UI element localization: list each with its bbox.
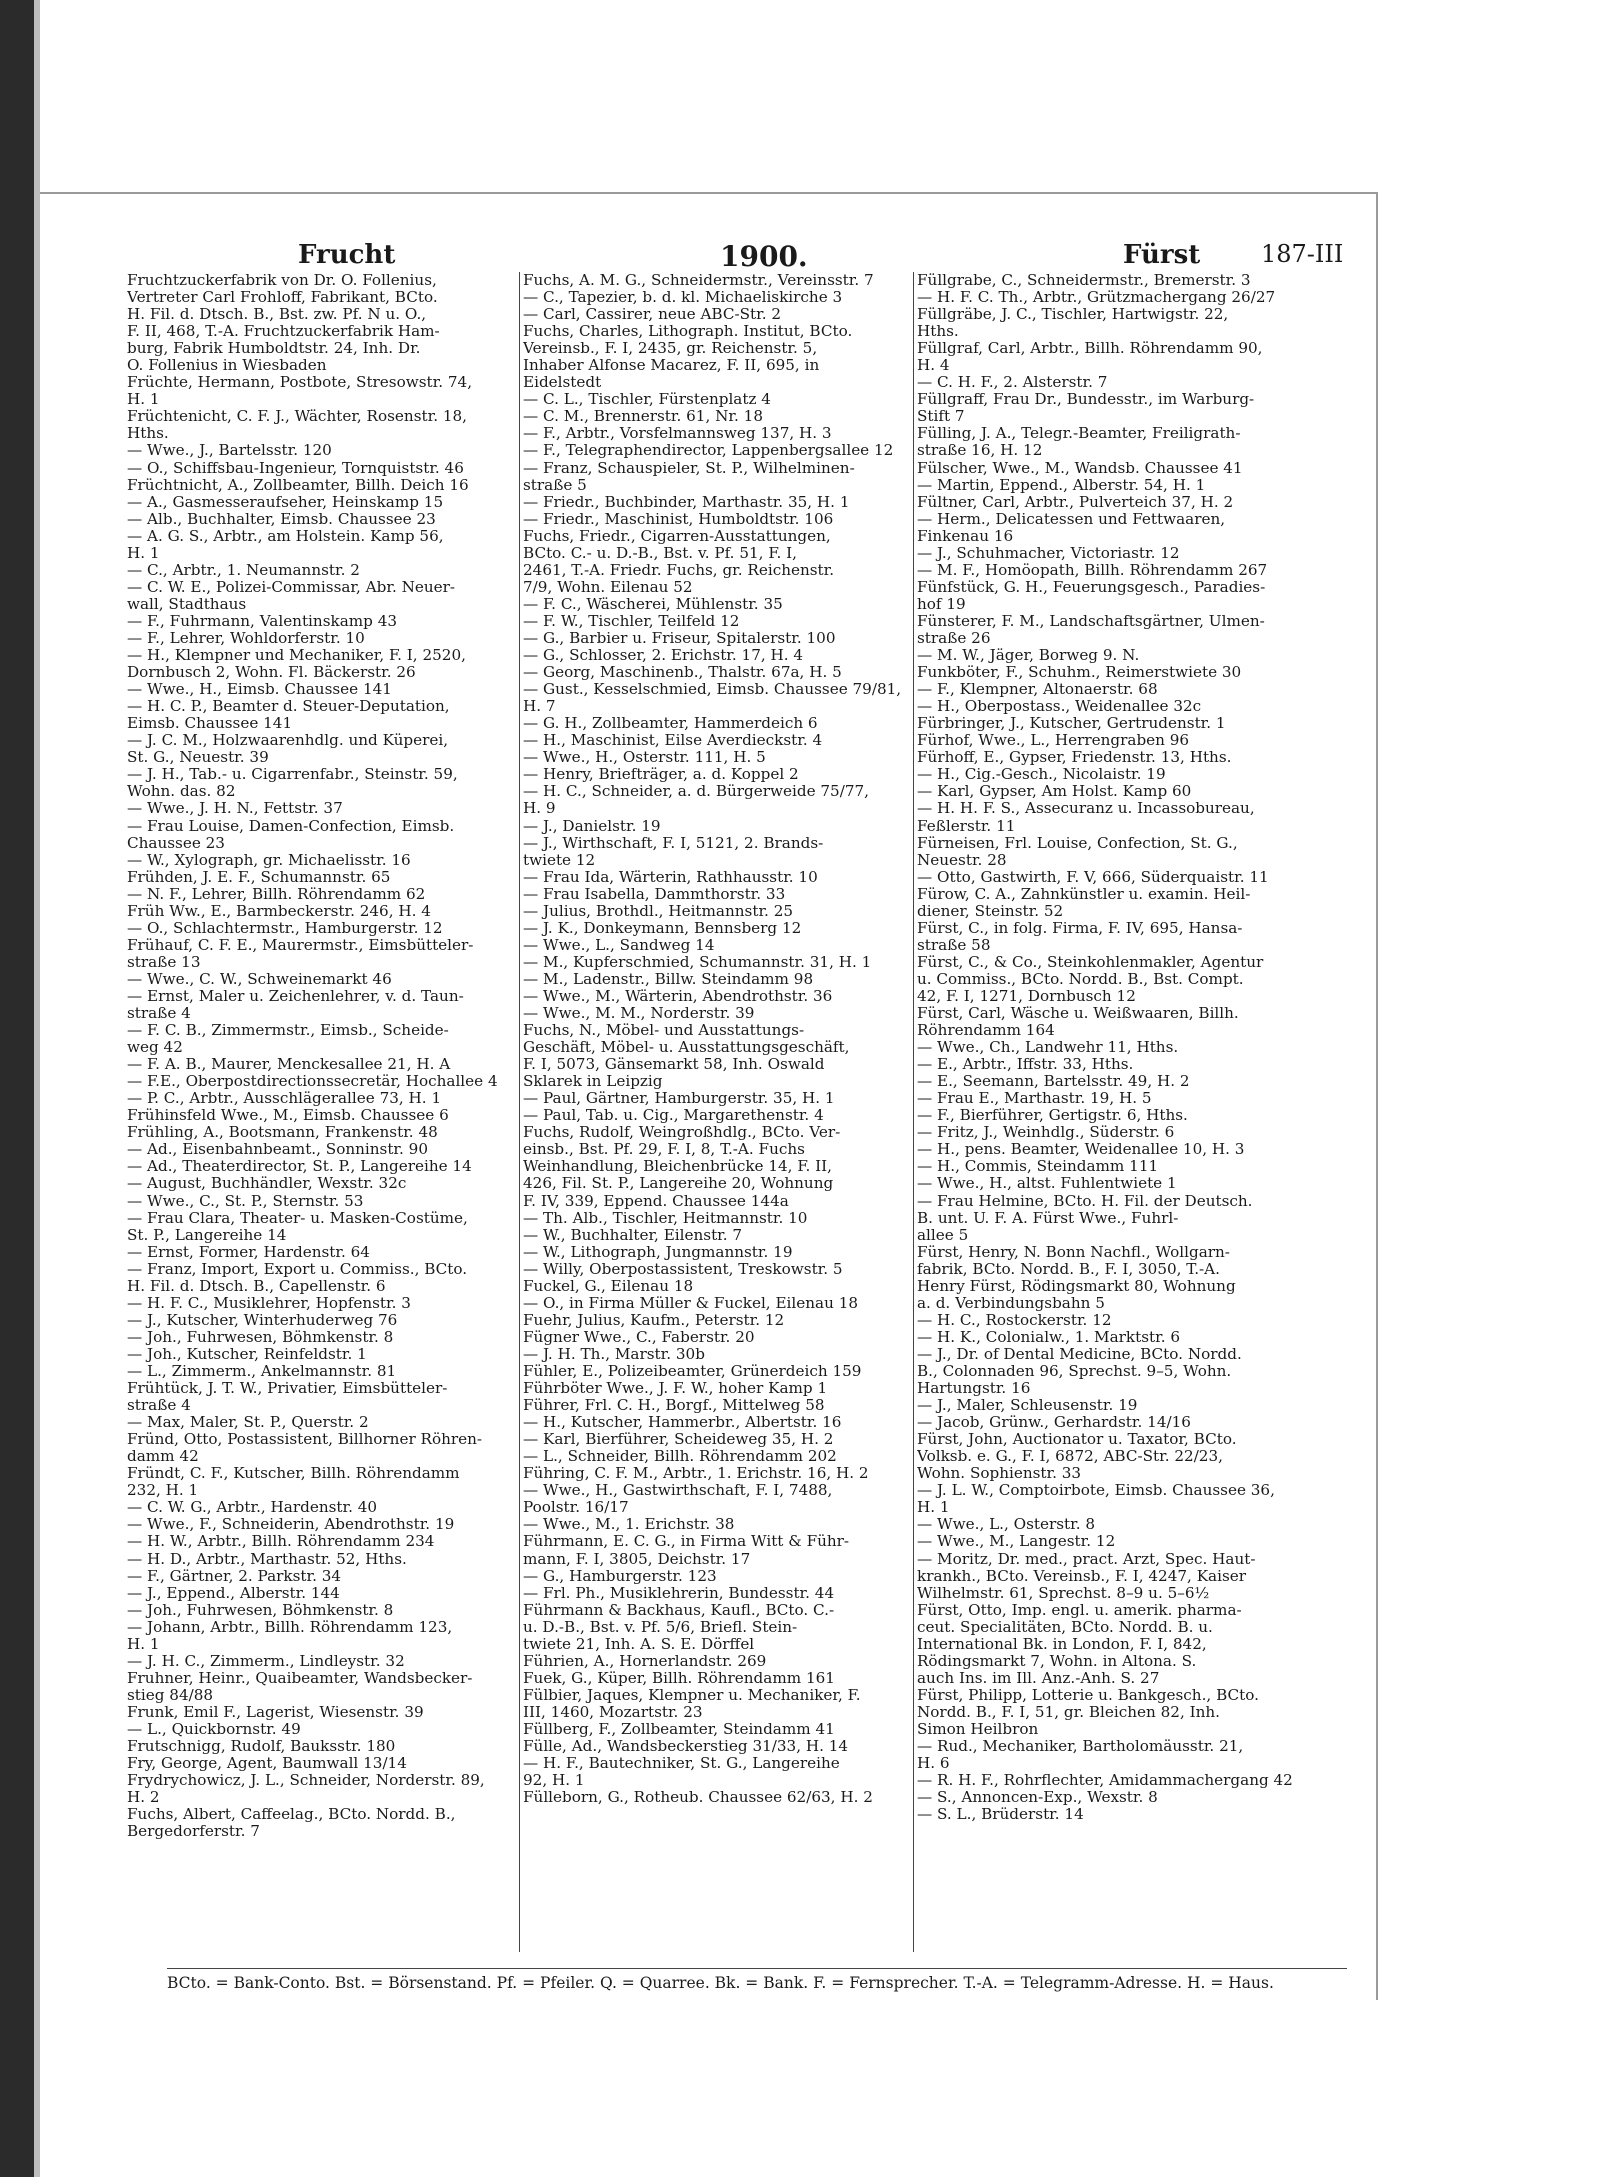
directory-entry-line: Nordd. B., F. I, 51, gr. Bleichen 82, Inh. [917,1703,1220,1721]
directory-entry-line: Eidelstedt [523,374,602,392]
directory-entry-line: Henry Fürst, Rödingsmarkt 80, Wohnung [917,1277,1236,1295]
directory-entry-line: Fuchs, Friedr., Cigarren-Ausstattungen, [523,527,831,545]
directory-entry-line: — F. A. B., Maurer, Menckesallee 21, H. A [127,1056,451,1074]
column-3 [917,272,1309,1823]
directory-entry-line: — W., Xylograph, gr. Michaelisstr. 16 [127,851,411,869]
directory-entry-line: — C., Arbtr., 1. Neumannstr. 2 [127,561,360,579]
directory-entry-line: — J. L. W., Comptoirbote, Eimsb. Chaussee 36, [917,1482,1275,1500]
directory-entry-line: Fruhner, Heinr., Quaibeamter, Wandsbecker- [127,1669,473,1687]
directory-entry-line: St. G., Neuestr. 39 [127,749,269,767]
directory-entry-line: O. Follenius in Wiesbaden [127,357,327,375]
column-divider [519,272,520,1952]
directory-entry-line: — Alb., Buchhalter, Eimsb. Chaussee 23 [127,510,436,528]
directory-entry-line: Fürst, Henry, N. Bonn Nachfl., Wollgarn- [917,1243,1230,1261]
directory-entry-line: — H. C. P., Beamter d. Steuer-Deputation, [127,698,450,716]
directory-entry-line: Früh Ww., E., Barmbeckerstr. 246, H. 4 [127,902,431,920]
directory-entry-line: — H., Kutscher, Hammerbr., Albertstr. 16 [523,1414,842,1432]
directory-entry-line: — E., Arbtr., Iffstr. 33, Hths. [917,1056,1134,1074]
directory-entry-line: — H., Klempner und Mechaniker, F. I, 2520, [127,647,466,665]
directory-entry-line: Volksb. e. G., F. I, 6872, ABC-Str. 22/23, [917,1448,1223,1466]
directory-entry-line: Fürneisen, Frl. Louise, Confection, St. G., [917,834,1238,852]
directory-entry-line: Fürst, C., & Co., Steinkohlenmakler, Agentur [917,953,1264,971]
directory-entry-line: Fülleborn, G., Rotheub. Chaussee 62/63, H. 2 [523,1789,873,1807]
directory-entry-line: — Wwe., C., St. P., Sternstr. 53 [127,1192,364,1210]
directory-entry-line: damm 42 [127,1448,199,1466]
directory-entry-line: Fruchtzuckerfabrik von Dr. O. Follenius, [127,272,437,289]
directory-entry-line: — O., in Firma Müller & Fuckel, Eilenau 18 [523,1294,859,1312]
directory-entry-line: — A. G. S., Arbtr., am Holstein. Kamp 56, [127,527,444,545]
directory-entry-line: hof 19 [917,595,966,613]
directory-entry-line: — H. F., Bautechniker, St. G., Langereihe [523,1755,840,1773]
directory-entry-line: — F. C. B., Zimmermstr., Eimsb., Scheide- [127,1022,449,1040]
directory-entry-line: — Ernst, Maler u. Zeichenlehrer, v. d. Taun- [127,987,464,1005]
directory-entry-line: straße 13 [127,953,201,971]
header-right-catchword: Fürst [1123,240,1201,270]
directory-entry-line: — Joh., Fuhrwesen, Böhmkenstr. 8 [127,1328,394,1346]
directory-entry-line: BCto. C.- u. D.-B., Bst. v. Pf. 51, F. I, [523,544,797,562]
directory-entry-line: Rödingsmarkt 7, Wohn. in Altona. S. [917,1652,1197,1670]
directory-entry-line: Finkenau 16 [917,527,1014,545]
directory-entry-line: — L., Zimmerm., Ankelmannstr. 81 [127,1363,397,1380]
directory-entry-line: Fürst, C., in folg. Firma, F. IV, 695, Hansa- [917,919,1243,937]
directory-entry-line: — Georg, Maschinenb., Thalstr. 67a, H. 5 [523,664,842,682]
header-year: 1900. [720,240,808,273]
directory-entry-line: straße 4 [127,1005,191,1023]
directory-entry-line: Fuchs, Albert, Caffeelag., BCto. Nordd. B., [127,1806,456,1824]
directory-entry-line: mann, F. I, 3805, Deichstr. 17 [523,1550,751,1568]
directory-entry-line: — C. W. G., Arbtr., Hardenstr. 40 [127,1499,378,1517]
directory-entry-line: ceut. Specialitäten, BCto. Nordd. B. u. [917,1618,1213,1636]
directory-entry-line: — N. F., Lehrer, Billh. Röhrendamm 62 [127,885,426,903]
directory-entry-line: Früchtnicht, A., Zollbeamter, Billh. Deich 16 [127,476,469,494]
directory-entry-line: Frunk, Emil F., Lagerist, Wiesenstr. 39 [127,1703,424,1721]
directory-entry-line: International Bk. in London, F. I, 842, [917,1635,1207,1653]
directory-entry-line: H. 1 [127,544,160,562]
directory-entry-line: H. 9 [523,800,556,818]
directory-entry-line: — Rud., Mechaniker, Bartholomäusstr. 21, [917,1738,1244,1756]
directory-entry-line: u. D.-B., Bst. v. Pf. 5/6, Briefl. Stein- [523,1618,798,1636]
directory-entry-line: 426, Fil. St. P., Langereihe 20, Wohnung [523,1175,834,1193]
directory-entry-line: — Franz, Schauspieler, St. P., Wilhelminen- [523,459,855,477]
directory-entry-line: — Wwe., L., Sandweg 14 [523,936,715,954]
directory-entry-line: Fügner Wwe., C., Faberstr. 20 [523,1328,755,1346]
directory-entry-line: — Karl, Gypser, Am Holst. Kamp 60 [917,783,1192,801]
directory-entry-line: Fünsterer, F. M., Landschaftsgärtner, Ulmen- [917,612,1265,630]
directory-entry-line: Füllgraff, Frau Dr., Bundesstr., im Warburg- [917,391,1255,409]
directory-entry-line: H. 1 [127,1635,160,1653]
directory-page [40,0,1600,2177]
directory-entry-line: — C., Tapezier, b. d. kl. Michaeliskirche 3 [523,289,843,307]
directory-entry-line: — Joh., Kutscher, Reinfeldstr. 1 [127,1345,367,1363]
directory-entry-line: — Wwe., M. M., Norderstr. 39 [523,1005,755,1023]
directory-entry-line: — Henry, Briefträger, a. d. Koppel 2 [523,766,799,784]
directory-entry-line: Stift 7 [917,408,965,426]
directory-entry-line: burg, Fabrik Humboldtstr. 24, Inh. Dr. [127,340,421,358]
directory-entry-line: krankh., BCto. Vereinsb., F. I, 4247, Kaiser [917,1567,1246,1585]
book-spine [0,0,34,2177]
directory-entry-line: — Fritz, J., Weinhdlg., Süderstr. 6 [917,1124,1175,1142]
directory-entry-line: — J. H. Th., Marstr. 30b [523,1345,705,1363]
directory-entry-line: Frühden, J. E. F., Schumannstr. 65 [127,868,391,886]
directory-entry-line: — W., Lithograph, Jungmannstr. 19 [523,1243,793,1261]
directory-entry-line: Wilhelmstr. 61, Sprechst. 8–9 u. 5–6½ [917,1584,1210,1602]
directory-entry-line: Frutschnigg, Rudolf, Bauksstr. 180 [127,1738,396,1756]
directory-entry-line: — Gust., Kesselschmied, Eimsb. Chaussee 79/81, [523,681,902,699]
directory-entry-line: u. Commiss., BCto. Nordd. B., Bst. Compt. [917,970,1244,988]
directory-entry-line: F. IV, 339, Eppend. Chaussee 144a [523,1192,789,1210]
directory-entry-line: Fürst, Otto, Imp. engl. u. amerik. pharma- [917,1601,1242,1619]
directory-entry-line: — Martin, Eppend., Alberstr. 54, H. 1 [917,476,1206,494]
directory-entry-line: straße 26 [917,629,991,647]
directory-entry-line: — G., Hamburgerstr. 123 [523,1567,717,1585]
directory-entry-line: stieg 84/88 [127,1686,214,1704]
directory-entry-line: 232, H. 1 [127,1482,199,1500]
directory-entry-line: — F., Arbtr., Vorsfelmannsweg 137, H. 3 [523,425,832,443]
directory-entry-line: — J., Kutscher, Winterhuderweg 76 [127,1311,398,1329]
directory-entry-line: — F. W., Tischler, Teilfeld 12 [523,612,740,630]
directory-entry-line: Früchte, Hermann, Postbote, Stresowstr. 74, [127,374,473,392]
directory-entry-line: — J., Eppend., Alberstr. 144 [127,1584,340,1602]
directory-entry-line: — M., Kupferschmied, Schumannstr. 31, H. 1 [523,953,872,971]
directory-entry-line: Fründ, Otto, Postassistent, Billhorner Röhren- [127,1431,483,1449]
directory-entry-line: III, 1460, Mozartstr. 23 [523,1703,703,1721]
directory-entry-line: — Franz, Import, Export u. Commiss., BCto. [127,1260,468,1278]
directory-entry-line: Simon Heilbron [917,1720,1039,1738]
directory-entry-line: Frühinsfeld Wwe., M., Eimsb. Chaussee 6 [127,1107,449,1125]
directory-entry-line: — Otto, Gastwirth, F. V, 666, Süderquaistr. 11 [917,868,1269,886]
directory-entry-line: wall, Stadthaus [127,595,247,613]
directory-entry-line: Wohn. das. 82 [127,783,236,801]
directory-entry-line: Fürst, Carl, Wäsche u. Weißwaaren, Billh. [917,1005,1239,1023]
directory-entry-line: — Carl, Cassirer, neue ABC-Str. 2 [523,306,782,324]
directory-entry-line: — H. F. C. Th., Arbtr., Grützmachergang 26/27 [917,289,1276,307]
directory-entry-line: — F., Fuhrmann, Valentinskamp 43 [127,612,398,630]
directory-entry-line: — Wwe., H., Eimsb. Chaussee 141 [127,681,392,699]
directory-entry-line: — Herm., Delicatessen und Fettwaaren, [917,510,1226,528]
directory-entry-line: — Wwe., M., Langestr. 12 [917,1533,1116,1551]
directory-entry-line: — Johann, Arbtr., Billh. Röhrendamm 123, [127,1618,453,1636]
directory-entry-line: — C. H. F., 2. Alsterstr. 7 [917,374,1108,392]
directory-entry-line: Führing, C. F. M., Arbtr., 1. Erichstr. 16, H. 2 [523,1465,869,1483]
directory-entry-line: — H. D., Arbtr., Marthastr. 52, Hths. [127,1550,407,1568]
directory-entry-line: Röhrendamm 164 [917,1022,1055,1040]
page-number: 187-III [1261,240,1344,268]
directory-entry-line: — C. W. E., Polizei-Commissar, Abr. Neuer- [127,578,456,596]
directory-entry-line: H. 1 [127,391,160,409]
directory-entry-line: — Wwe., L., Osterstr. 8 [917,1516,1096,1534]
directory-entry-line: Neuestr. 28 [917,851,1007,869]
directory-entry-line: — F.E., Oberpostdirectionssecretär, Hochallee 4 [127,1073,498,1091]
directory-entry-line: 7/9, Wohn. Eilenau 52 [523,578,693,596]
directory-entry-line: — H., Maschinist, Eilse Averdieckstr. 4 [523,732,823,750]
directory-entry-line: — Wwe., H., Gastwirthschaft, F. I, 7488, [523,1482,833,1500]
directory-entry-line: — C. L., Tischler, Fürstenplatz 4 [523,391,771,409]
directory-entry-line: auch Ins. im Ill. Anz.-Anh. S. 27 [917,1669,1160,1687]
directory-entry-line: Fuek, G., Küper, Billh. Röhrendamm 161 [523,1669,835,1687]
directory-entry-line: Fründt, C. F., Kutscher, Billh. Röhrendamm [127,1465,460,1483]
directory-entry-line: — Paul, Gärtner, Hamburgerstr. 35, H. 1 [523,1090,835,1108]
directory-entry-line: — Moritz, Dr. med., pract. Arzt, Spec. Haut- [917,1550,1256,1568]
directory-entry-line: — Joh., Fuhrwesen, Böhmkenstr. 8 [127,1601,394,1619]
directory-entry-line: B. unt. U. F. A. Fürst Wwe., Fuhrl- [917,1209,1179,1227]
directory-entry-line: — H., Commis, Steindamm 111 [917,1158,1159,1176]
directory-entry-line: — Frau E., Marthastr. 19, H. 5 [917,1090,1152,1108]
directory-entry-line: H. 7 [523,698,556,716]
directory-entry-line: B., Colonnaden 96, Sprechst. 9–5, Wohn. [917,1363,1232,1380]
directory-entry-line: — F., Klempner, Altonaerstr. 68 [917,681,1158,699]
directory-entry-line: Inhaber Alfonse Macarez, F. II, 695, in [523,357,820,375]
directory-entry-line: — H., Oberpostass., Weidenallee 32c [917,698,1202,716]
directory-entry-line: — F., Lehrer, Wohldorferstr. 10 [127,629,365,647]
directory-entry-line: — Ernst, Former, Hardenstr. 64 [127,1243,370,1261]
directory-entry-line: — A., Gasmesseraufseher, Heinskamp 15 [127,493,444,511]
directory-entry-line: — H. F. C., Musiklehrer, Hopfenstr. 3 [127,1294,411,1312]
directory-entry-line: — J. C. M., Holzwaarenhdlg. und Küperei, [127,732,449,750]
directory-entry-line: — H., Cig.-Gesch., Nicolaistr. 19 [917,766,1166,784]
directory-entry-line: — G., Barbier u. Friseur, Spitalerstr. 100 [523,629,836,647]
directory-entry-line: — Wwe., J., Bartelsstr. 120 [127,442,332,460]
directory-entry-line: Chaussee 23 [127,834,225,852]
directory-entry-line: — M. F., Homöopath, Billh. Röhrendamm 267 [917,561,1268,579]
directory-entry-line: — Willy, Oberpostassistent, Treskowstr. 5 [523,1260,843,1278]
directory-entry-line: — G. H., Zollbeamter, Hammerdeich 6 [523,715,818,733]
directory-entry-line: — Wwe., M., 1. Erichstr. 38 [523,1516,735,1534]
directory-entry-line: — Frau Isabella, Dammthorstr. 33 [523,885,786,903]
directory-entry-line: twiete 12 [523,851,596,869]
directory-entry-line: straße 16, H. 12 [917,442,1043,460]
directory-entry-line: — O., Schiffsbau-Ingenieur, Tornquiststr. 46 [127,459,464,477]
directory-entry-line: weg 42 [127,1039,183,1057]
directory-entry-line: Fürhoff, E., Gypser, Friedenstr. 13, Hths. [917,749,1232,767]
directory-entry-line: Fuchs, Rudolf, Weingroßhdlg., BCto. Ver- [523,1124,841,1142]
directory-entry-line: — Frau Ida, Wärterin, Rathhausstr. 10 [523,868,818,886]
directory-entry-line: fabrik, BCto. Nordd. B., F. I, 3050, T.-A. [917,1260,1220,1278]
directory-entry-line: — J. H. C., Zimmerm., Lindleystr. 32 [127,1652,405,1670]
directory-entry-line: Frydrychowicz, J. L., Schneider, Norderstr. 89, [127,1772,485,1790]
directory-entry-line: — Karl, Bierführer, Scheideweg 35, H. 2 [523,1431,834,1449]
directory-entry-line: Bergedorferstr. 7 [127,1823,260,1841]
directory-entry-line: Sklarek in Leipzig [523,1073,663,1091]
directory-entry-line: Hartungstr. 16 [917,1380,1031,1398]
directory-entry-line: — H. C., Schneider, a. d. Bürgerweide 75/77, [523,783,869,801]
directory-entry-line: a. d. Verbindungsbahn 5 [917,1294,1105,1312]
directory-entry-line: Fülle, Ad., Wandsbeckerstieg 31/33, H. 14 [523,1738,849,1756]
directory-entry-line: Führer, Frl. C. H., Borgf., Mittelweg 58 [523,1397,825,1415]
directory-entry-line: — W., Buchhalter, Eilenstr. 7 [523,1226,743,1244]
directory-entry-line: F. II, 468, T.-A. Fruchtzuckerfabrik Ham- [127,323,440,341]
directory-entry-line: Poolstr. 16/17 [523,1499,629,1517]
directory-entry-line: — Ad., Eisenbahnbeamt., Sonninstr. 90 [127,1141,429,1159]
directory-entry-line: Vereinsb., F. I, 2435, gr. Reichenstr. 5, [523,340,818,358]
directory-entry-line: — F., Telegraphendirector, Lappenbergsallee 12 [523,442,894,460]
directory-entry-line: — C. M., Brennerstr. 61, Nr. 18 [523,408,763,426]
directory-entry-line: H. Fil. d. Dtsch. B., Bst. zw. Pf. N u. O., [127,306,427,324]
directory-entry-line: — M. W., Jäger, Borweg 9. N. [917,647,1140,665]
running-header [168,240,1348,274]
directory-entry-line: Fuckel, G., Eilenau 18 [523,1277,694,1295]
directory-entry-line: 92, H. 1 [523,1772,585,1790]
directory-entry-line: H. 2 [127,1789,160,1807]
directory-entry-line: Fuchs, Charles, Lithograph. Institut, BCto. [523,323,853,341]
directory-entry-line: — J., Danielstr. 19 [523,817,661,835]
directory-entry-line: Fültner, Carl, Arbtr., Pulverteich 37, H. 2 [917,493,1234,511]
header-left-catchword: Frucht [298,240,396,270]
abbreviation-legend: BCto. = Bank-Conto. Bst. = Börsenstand. Pf. = Pfeiler. Q. = Quarree. Bk. = Bank. F. = Fernsprecher. T.-A. = Telegramm-Adresse. H. = Haus. [167,1974,1274,1992]
directory-entry-line: Führien, A., Hornerlandstr. 269 [523,1652,767,1670]
directory-entry-line: — R. H. F., Rohrflechter, Amidammachergang 42 [917,1772,1293,1790]
directory-entry-line: Fülling, J. A., Telegr.-Beamter, Freiligrath- [917,425,1241,443]
directory-entry-line: — S. L., Brüderstr. 14 [917,1806,1084,1824]
directory-entry-line: Früchtenicht, C. F. J., Wächter, Rosenstr. 18, [127,408,467,426]
directory-entry-line: Hths. [127,425,169,443]
directory-entry-line: — Wwe., C. W., Schweinemarkt 46 [127,970,392,988]
directory-entry-line: H. 6 [917,1755,950,1773]
directory-entry-line: — Ad., Theaterdirector, St. P., Langereihe 14 [127,1158,472,1176]
directory-entry-line: — H. H. F. S., Assecuranz u. Incassobureau, [917,800,1255,818]
directory-entry-line: H. 4 [917,357,950,375]
directory-entry-line: St. P., Langereihe 14 [127,1226,287,1244]
column-2 [523,272,915,1806]
directory-entry-line: 42, F. I, 1271, Dornbusch 12 [917,987,1136,1005]
directory-entry-line: — F., Gärtner, 2. Parkstr. 34 [127,1567,342,1585]
directory-entry-line: — H. C., Rostockerstr. 12 [917,1311,1112,1329]
directory-entry-line: Führmann, E. C. G., in Firma Witt & Führ- [523,1533,850,1551]
directory-entry-line: Hths. [917,323,959,341]
directory-entry-line: — F. C., Wäscherei, Mühlenstr. 35 [523,595,783,613]
directory-entry-line: Fuchs, N., Möbel- und Ausstattungs- [523,1022,805,1040]
directory-entry-line: diener, Steinstr. 52 [917,902,1064,920]
directory-entry-line: — August, Buchhändler, Wexstr. 32c [127,1175,407,1193]
directory-entry-line: — Wwe., H., Osterstr. 111, H. 5 [523,749,766,767]
directory-entry-line: Frühauf, C. F. E., Maurermstr., Eimsbütteler- [127,936,474,954]
directory-entry-line: Fürst, John, Auctionator u. Taxator, BCto. [917,1431,1237,1449]
directory-entry-line: — S., Annoncen-Exp., Wexstr. 8 [917,1789,1158,1807]
directory-entry-line: allee 5 [917,1226,969,1244]
directory-entry-line: Frühtück, J. T. W., Privatier, Eimsbütteler- [127,1380,448,1398]
directory-entry-line: Füllgräbe, J. C., Tischler, Hartwigstr. 22, [917,306,1229,324]
directory-entry-line: Füllgrabe, C., Schneidermstr., Bremerstr. 3 [917,272,1251,289]
directory-entry-line: — Max, Maler, St. P., Querstr. 2 [127,1414,369,1432]
directory-entry-line: — F., Bierführer, Gertigstr. 6, Hths. [917,1107,1188,1125]
directory-entry-line: — Jacob, Grünw., Gerhardstr. 14/16 [917,1414,1191,1432]
directory-entry-line: — Frau Clara, Theater- u. Masken-Costüme, [127,1209,468,1227]
directory-entry-line: — Friedr., Buchbinder, Marthastr. 35, H. 1 [523,493,850,511]
directory-entry-line: straße 5 [523,476,587,494]
page-edge-right [1376,192,1378,2000]
directory-entry-line: — H., pens. Beamter, Weidenallee 10, H. 3 [917,1141,1245,1159]
directory-entry-line: 2461, T.-A. Friedr. Fuchs, gr. Reichenstr. [523,561,835,579]
directory-entry-line: Fülbier, Jaques, Klempner u. Mechaniker, F. [523,1686,861,1704]
directory-entry-line: Fuchs, A. M. G., Schneidermstr., Vereinsstr. 7 [523,272,874,289]
footer-rule [167,1968,1347,1969]
directory-entry-line: Füllberg, F., Zollbeamter, Steindamm 41 [523,1720,835,1738]
directory-entry-line: — H. W., Arbtr., Billh. Röhrendamm 234 [127,1533,435,1551]
directory-entry-line: Frühling, A., Bootsmann, Frankenstr. 48 [127,1124,438,1142]
directory-entry-line: — J., Schuhmacher, Victoriastr. 12 [917,544,1180,562]
directory-entry-line: — J. K., Donkeymann, Bennsberg 12 [523,919,802,937]
directory-entry-line: H. Fil. d. Dtsch. B., Capellenstr. 6 [127,1277,386,1295]
directory-entry-line: — G., Schlosser, 2. Erichstr. 17, H. 4 [523,647,804,665]
directory-entry-line: — Wwe., F., Schneiderin, Abendrothstr. 19 [127,1516,455,1534]
directory-entry-line: — J. H., Tab.- u. Cigarrenfabr., Steinstr. 59, [127,766,458,784]
directory-entry-line: Fühler, E., Polizeibeamter, Grünerdeich 159 [523,1363,862,1380]
directory-entry-line: — J., Dr. of Dental Medicine, BCto. Nordd. [917,1345,1242,1363]
directory-entry-line: — Paul, Tab. u. Cig., Margarethenstr. 4 [523,1107,824,1125]
directory-entry-line: twiete 21, Inh. A. S. E. Dörffel [523,1635,755,1653]
directory-entry-line: — J., Maler, Schleusenstr. 19 [917,1397,1138,1415]
directory-entry-line: Fünfstück, G. H., Feuerungsgesch., Paradies- [917,578,1266,596]
directory-entry-line: Fürst, Philipp, Lotterie u. Bankgesch., BCto. [917,1686,1259,1704]
directory-entry-line: — Wwe., M., Wärterin, Abendrothstr. 36 [523,987,833,1005]
directory-entry-line: Weinhandlung, Bleichenbrücke 14, F. II, [523,1158,832,1176]
directory-entry-line: Dornbusch 2, Wohn. Fl. Bäckerstr. 26 [127,664,416,682]
directory-entry-line: Führböter Wwe., J. F. W., hoher Kamp 1 [523,1380,828,1398]
directory-entry-line: H. 1 [917,1499,950,1517]
directory-entry-line: — Frl. Ph., Musiklehrerin, Bundesstr. 44 [523,1584,835,1602]
directory-entry-line: Eimsb. Chaussee 141 [127,715,293,733]
directory-entry-line: — H. K., Colonialw., 1. Marktstr. 6 [917,1328,1181,1346]
directory-entry-line: Fürow, C. A., Zahnkünstler u. examin. Heil- [917,885,1251,903]
directory-entry-line: Fülscher, Wwe., M., Wandsb. Chaussee 41 [917,459,1243,477]
directory-entry-line: Fürhof, Wwe., L., Herrengraben 96 [917,732,1190,750]
directory-entry-line: — Julius, Brothdl., Heitmannstr. 25 [523,902,794,920]
directory-entry-line: Vertreter Carl Frohloff, Fabrikant, BCto. [127,289,438,307]
directory-entry-line: — Wwe., J. H. N., Fettstr. 37 [127,800,343,818]
directory-entry-line: — E., Seemann, Bartelsstr. 49, H. 2 [917,1073,1190,1091]
directory-entry-line: Fuehr, Julius, Kaufm., Peterstr. 12 [523,1311,785,1329]
directory-entry-line: — Wwe., H., altst. Fuhlentwiete 1 [917,1175,1177,1193]
directory-entry-line: — Th. Alb., Tischler, Heitmannstr. 10 [523,1209,808,1227]
directory-entry-line: Geschäft, Möbel- u. Ausstattungsgeschäft, [523,1039,850,1057]
directory-entry-line: — M., Ladenstr., Billw. Steindamm 98 [523,970,814,988]
directory-entry-line: — Wwe., Ch., Landwehr 11, Hths. [917,1039,1179,1057]
directory-entry-line: Feßlerstr. 11 [917,817,1016,835]
directory-entry-line: — Frau Louise, Damen-Confection, Eimsb. [127,817,455,835]
directory-entry-line: Füllgraf, Carl, Arbtr., Billh. Röhrendamm 90, [917,340,1263,358]
column-1 [127,272,519,1840]
directory-entry-line: — P. C., Arbtr., Ausschlägerallee 73, H. 1 [127,1090,442,1108]
directory-entry-line: straße 4 [127,1397,191,1415]
directory-entry-line: Führmann & Backhaus, Kaufl., BCto. C.- [523,1601,835,1619]
directory-entry-line: Fry, George, Agent, Baumwall 13/14 [127,1755,407,1773]
directory-entry-line: — J., Wirthschaft, F. I, 5121, 2. Brands- [523,834,824,852]
directory-entry-line: Funkböter, F., Schuhm., Reimerstwiete 30 [917,664,1242,682]
directory-entry-line: — L., Quickbornstr. 49 [127,1720,301,1738]
directory-entry-line: — Frau Helmine, BCto. H. Fil. der Deutsch. [917,1192,1253,1210]
directory-entry-line: einsb., Bst. Pf. 29, F. I, 8, T.-A. Fuchs [523,1141,805,1159]
directory-entry-line: Fürbringer, J., Kutscher, Gertrudenstr. 1 [917,715,1226,733]
directory-entry-line: F. I, 5073, Gänsemarkt 58, Inh. Oswald [523,1056,825,1074]
directory-entry-line: Wohn. Sophienstr. 33 [917,1465,1082,1483]
directory-entry-line: — L., Schneider, Billh. Röhrendamm 202 [523,1448,837,1466]
directory-entry-line: — O., Schlachtermstr., Hamburgerstr. 12 [127,919,443,937]
directory-entry-line: — Friedr., Maschinist, Humboldtstr. 106 [523,510,834,528]
page-edge-top [40,192,1378,194]
directory-entry-line: straße 58 [917,936,991,954]
